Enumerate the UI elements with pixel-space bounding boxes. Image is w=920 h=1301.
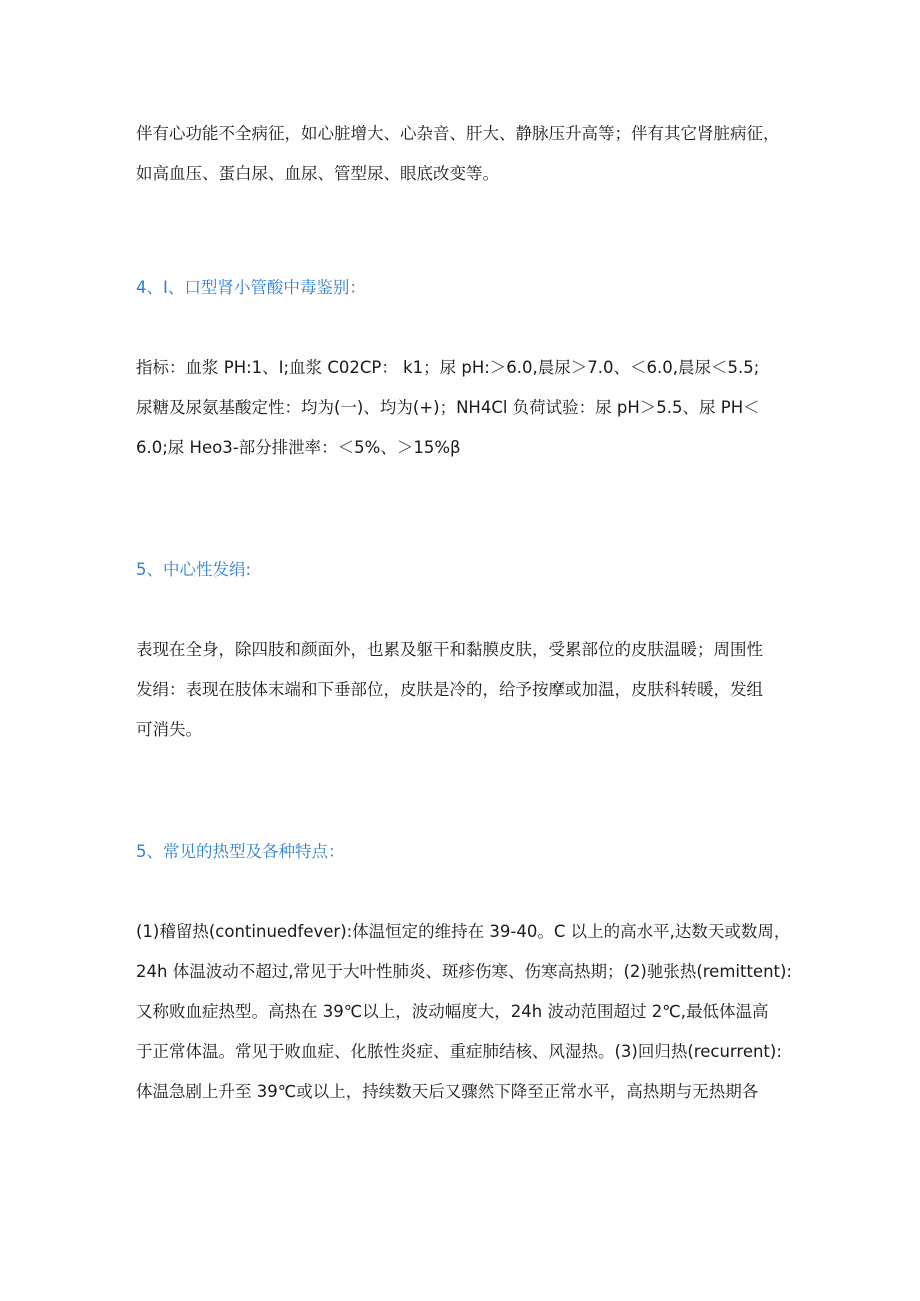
text-line: 又称败血症热型。高热在 39℃以上，波动幅度大，24h 波动范围超过 2℃,最低体温高 (136, 1002, 769, 1021)
section-heading-renal-tubular-acidosis: 4、I、口型肾小管酸中毒鉴别： (136, 278, 366, 297)
section-heading-central-cyanosis: 5、中心性发绢: (136, 560, 252, 579)
text-line: 指标：血浆 PH:1、I;血浆 C02CP： k1；尿 pH:＞6.0,晨尿＞7.0、＜6.0,晨尿＜5.5; (136, 358, 760, 377)
text-line: 24h 体温波动不超过,常见于大叶性肺炎、斑疹伤寒、伤寒高热期；(2)驰张热(remittent): (136, 962, 792, 981)
text-line: 伴有心功能不全病征，如心脏增大、心杂音、肝大、静脉压升高等；伴有其它肾脏病征， (136, 124, 780, 143)
paragraph-cyanosis-description (136, 630, 796, 750)
text-line: 尿糖及尿氨基酸定性：均为(一)、均为(+)；NH4Cl 负荷试验：尿 pH＞5.5、尿 PH＜ (136, 398, 760, 417)
text-line: 发绢：表现在肢体末端和下垂部位，皮肤是冷的，给予按摩或加温，皮肤科转暖，发组 (136, 680, 763, 699)
text-line: 表现在全身，除四肢和颜面外，也累及躯干和黏膜皮肤，受累部位的皮肤温暖；周围性 (136, 640, 763, 659)
text-line: 可消失。 (136, 720, 202, 739)
paragraph-rta-indicators (136, 348, 796, 468)
text-line: 于正常体温。常见于败血症、化脓性炎症、重症肺结核、风湿热。(3)回归热(recurrent): (136, 1042, 782, 1061)
text-line: (1)稽留热(continuedfever):体温恒定的维持在 39-40。C 以上的高水平,达数天或数周， (136, 922, 791, 941)
section-heading-fever-types: 5、常见的热型及各种特点： (136, 842, 345, 861)
text-line: 如高血压、蛋白尿、血尿、管型尿、眼底改变等。 (136, 164, 499, 183)
paragraph-heart-kidney-signs (136, 114, 796, 194)
text-line: 体温急剧上升至 39℃或以上，持续数天后又骤然下降至正常水平，高热期与无热期各 (136, 1082, 759, 1101)
paragraph-fever-types (136, 912, 796, 1112)
text-line: 6.0;尿 Heo3-部分排泄率：＜5%、＞15%β (136, 438, 461, 457)
